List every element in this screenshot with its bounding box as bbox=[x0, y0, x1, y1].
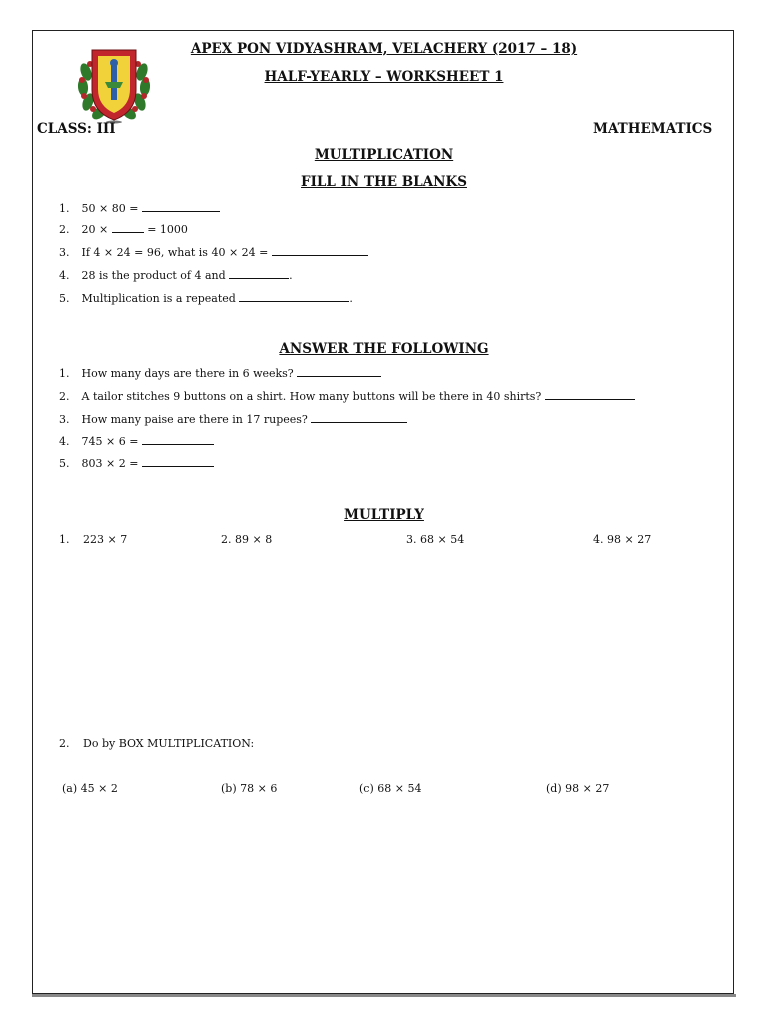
worksheet-title: HALF-YEARLY – WORKSHEET 1 bbox=[264, 69, 504, 85]
box-item: (b) 78 × 6 bbox=[221, 782, 278, 795]
answer-blank[interactable] bbox=[112, 222, 144, 233]
answer-blank[interactable] bbox=[142, 434, 214, 445]
answer-blank[interactable] bbox=[142, 456, 214, 467]
answer-blank[interactable] bbox=[311, 412, 407, 423]
box-item: (c) 68 × 54 bbox=[359, 782, 422, 795]
list-item: 4. 28 is the product of 4 and . bbox=[59, 269, 293, 282]
answer-heading: ANSWER THE FOLLOWING bbox=[279, 341, 489, 357]
list-item: 4. 745 × 6 = bbox=[59, 434, 214, 448]
list-item: 3. If 4 × 24 = 96, what is 40 × 24 = bbox=[59, 245, 368, 259]
multiply-item: 2. 89 × 8 bbox=[221, 533, 273, 546]
school-title: APEX PON VIDYASHRAM, VELACHERY (2017 – 18) bbox=[190, 41, 578, 57]
question-number: 1. bbox=[59, 533, 70, 546]
list-item: 1. How many days are there in 6 weeks? bbox=[59, 366, 381, 380]
page-border-shadow bbox=[32, 994, 736, 997]
question-number: 2. bbox=[59, 737, 70, 750]
list-item: 5. Multiplication is a repeated . bbox=[59, 292, 353, 305]
answer-blank[interactable] bbox=[297, 366, 381, 377]
multiply-heading: MULTIPLY bbox=[344, 507, 424, 523]
multiply-item: 3. 68 × 54 bbox=[406, 533, 465, 546]
answer-blank[interactable] bbox=[229, 268, 289, 279]
multiply-item: 4. 98 × 27 bbox=[593, 533, 652, 546]
answer-blank[interactable] bbox=[545, 389, 635, 400]
list-item: 2. 20 × = 1000 bbox=[59, 223, 188, 236]
fill-blanks-heading: FILL IN THE BLANKS bbox=[301, 174, 467, 190]
topic-heading: MULTIPLICATION bbox=[314, 147, 454, 163]
answer-blank[interactable] bbox=[272, 245, 368, 256]
class-label: CLASS: III bbox=[37, 121, 116, 137]
answer-blank[interactable] bbox=[142, 201, 220, 212]
list-item: 5. 803 × 2 = bbox=[59, 456, 214, 470]
box-multiplication-instruction: Do by BOX MULTIPLICATION: bbox=[83, 737, 255, 750]
list-item: 2. A tailor stitches 9 buttons on a shirt. How many buttons will be there in 40 shirts? bbox=[59, 389, 635, 403]
list-item: 3. How many paise are there in 17 rupees? bbox=[59, 412, 407, 426]
list-item: 1. 50 × 80 = bbox=[59, 201, 220, 215]
multiply-item: 223 × 7 bbox=[83, 533, 128, 546]
box-item: (d) 98 × 27 bbox=[546, 782, 610, 795]
answer-blank[interactable] bbox=[239, 291, 349, 302]
box-item: (a) 45 × 2 bbox=[62, 782, 118, 795]
subject-label: MATHEMATICS bbox=[593, 121, 713, 137]
